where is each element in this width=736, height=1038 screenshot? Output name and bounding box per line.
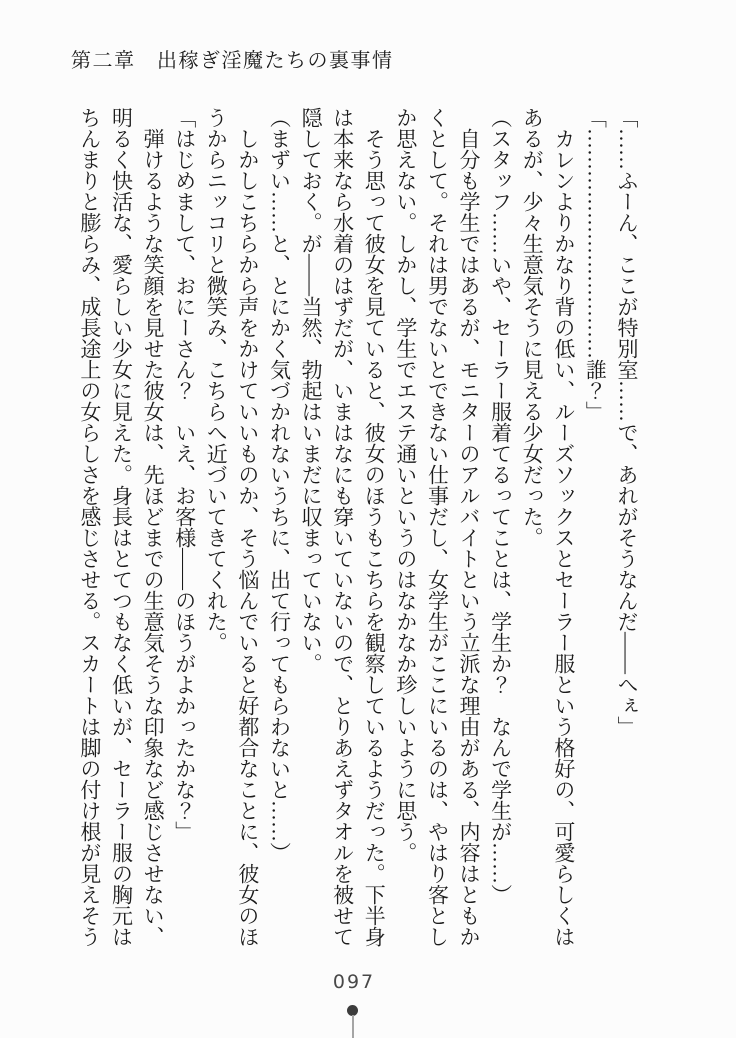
marker-pin-stem (352, 1015, 354, 1038)
chapter-header: 第二章 出稼ぎ淫魔たちの裏事情 (71, 50, 394, 72)
text-column-5: （スタッフ……いや、セーラー服着てるってことは、学生か？ なんで学生が……） (488, 107, 513, 905)
text-column-11: 隠しておく。が――当然、勃起はいまだに収まっていない。 (299, 107, 324, 674)
text-column-16: 弾けるような笑顔を見せた彼女は、先ほどまでの生意気そうな印象など感じさせない、 (141, 107, 166, 947)
text-column-17: 明るく快活な、愛らしい少女に見えた。身長はとてつもなく低いが、セーラー服の胸元は (109, 107, 134, 947)
text-column-7: くとして。それは男でないとできない仕事だし、女学生がここにいるのは、やはり客とし (425, 107, 450, 947)
text-column-6: 自分も学生ではあるが、モニターのアルバイトという立派な理由がある、内容はともか (457, 107, 482, 947)
page-number: 097 (332, 971, 376, 993)
text-column-9: そう思って彼女を見ていると、彼女のほうもこちらを観察しているようだった。下半身 (362, 107, 387, 947)
text-column-10: は本来なら水着のはずだが、いまはなにも穿いていないので、とりあえずタオルを被せて (330, 107, 355, 947)
text-column-3: カレンよりかなり背の低い、ルーズソックスとセーラー服という格好の、可愛らしくは (551, 107, 576, 947)
text-column-13: しかしこちらから声をかけていいものか、そう悩んでいると好都合なことに、彼女のほ (235, 107, 260, 947)
body-text (73, 107, 642, 959)
text-column-1: 「……ふーん、ここが特別室……で、あれがそうなんだ――へぇ」 (615, 107, 639, 737)
text-column-2: 「……………………………誰？」 (583, 107, 608, 422)
text-column-8: か思えない。しかし、学生でエステ通いというのはなかなか珍しいように思う。 (393, 107, 418, 863)
text-column-14: うからニッコリと微笑み、こちらへ近づいてきてくれた。 (204, 107, 229, 653)
text-column-4: あるが、少々生意気そうに見える少女だった。 (520, 107, 545, 548)
text-column-15: 「はじめまして、おにーさん？ いえ、お客様――のほうがよかったかな？」 (172, 107, 197, 842)
text-column-12: （まずい……と、とにかく気づかれないうちに、出て行ってもらわないと……） (267, 107, 292, 863)
text-column-18: ちんまりと膨らみ、成長途上の女らしさを感じさせる。スカートは脚の付け根が見えそう (77, 107, 102, 947)
